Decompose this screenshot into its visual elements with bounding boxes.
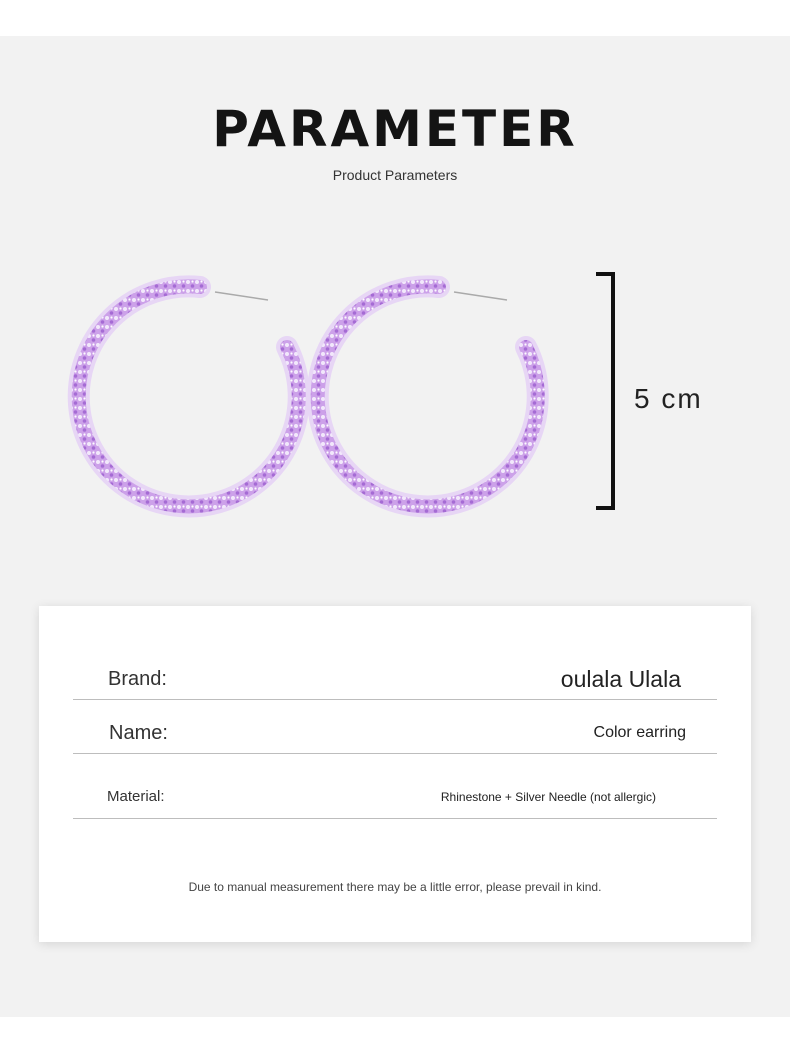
material-row (73, 754, 717, 819)
hoop-earrings-pair-icon (60, 262, 580, 527)
brand-label: Brand: (108, 668, 167, 690)
name-label: Name: (109, 722, 168, 744)
measurement-note: Due to manual measurement there may be a little error, please prevail in kind. (188, 880, 602, 894)
page-title: PARAMETER (212, 100, 578, 158)
name-value: Color earring (593, 724, 686, 741)
dimension-bracket-icon (596, 272, 616, 510)
page-subtitle: Product Parameters (332, 167, 458, 183)
right-hoop-earring (318, 286, 538, 506)
size-label: 5 cm (634, 383, 703, 414)
brand-value: oulala Ulala (560, 666, 681, 692)
parameter-card (39, 606, 751, 942)
name-row (73, 700, 717, 754)
brand-row (73, 658, 717, 700)
material-value: Rhinestone + Silver Needle (not allergic) (440, 790, 656, 804)
material-label: Material: (107, 788, 165, 805)
left-hoop-earring (79, 286, 299, 506)
